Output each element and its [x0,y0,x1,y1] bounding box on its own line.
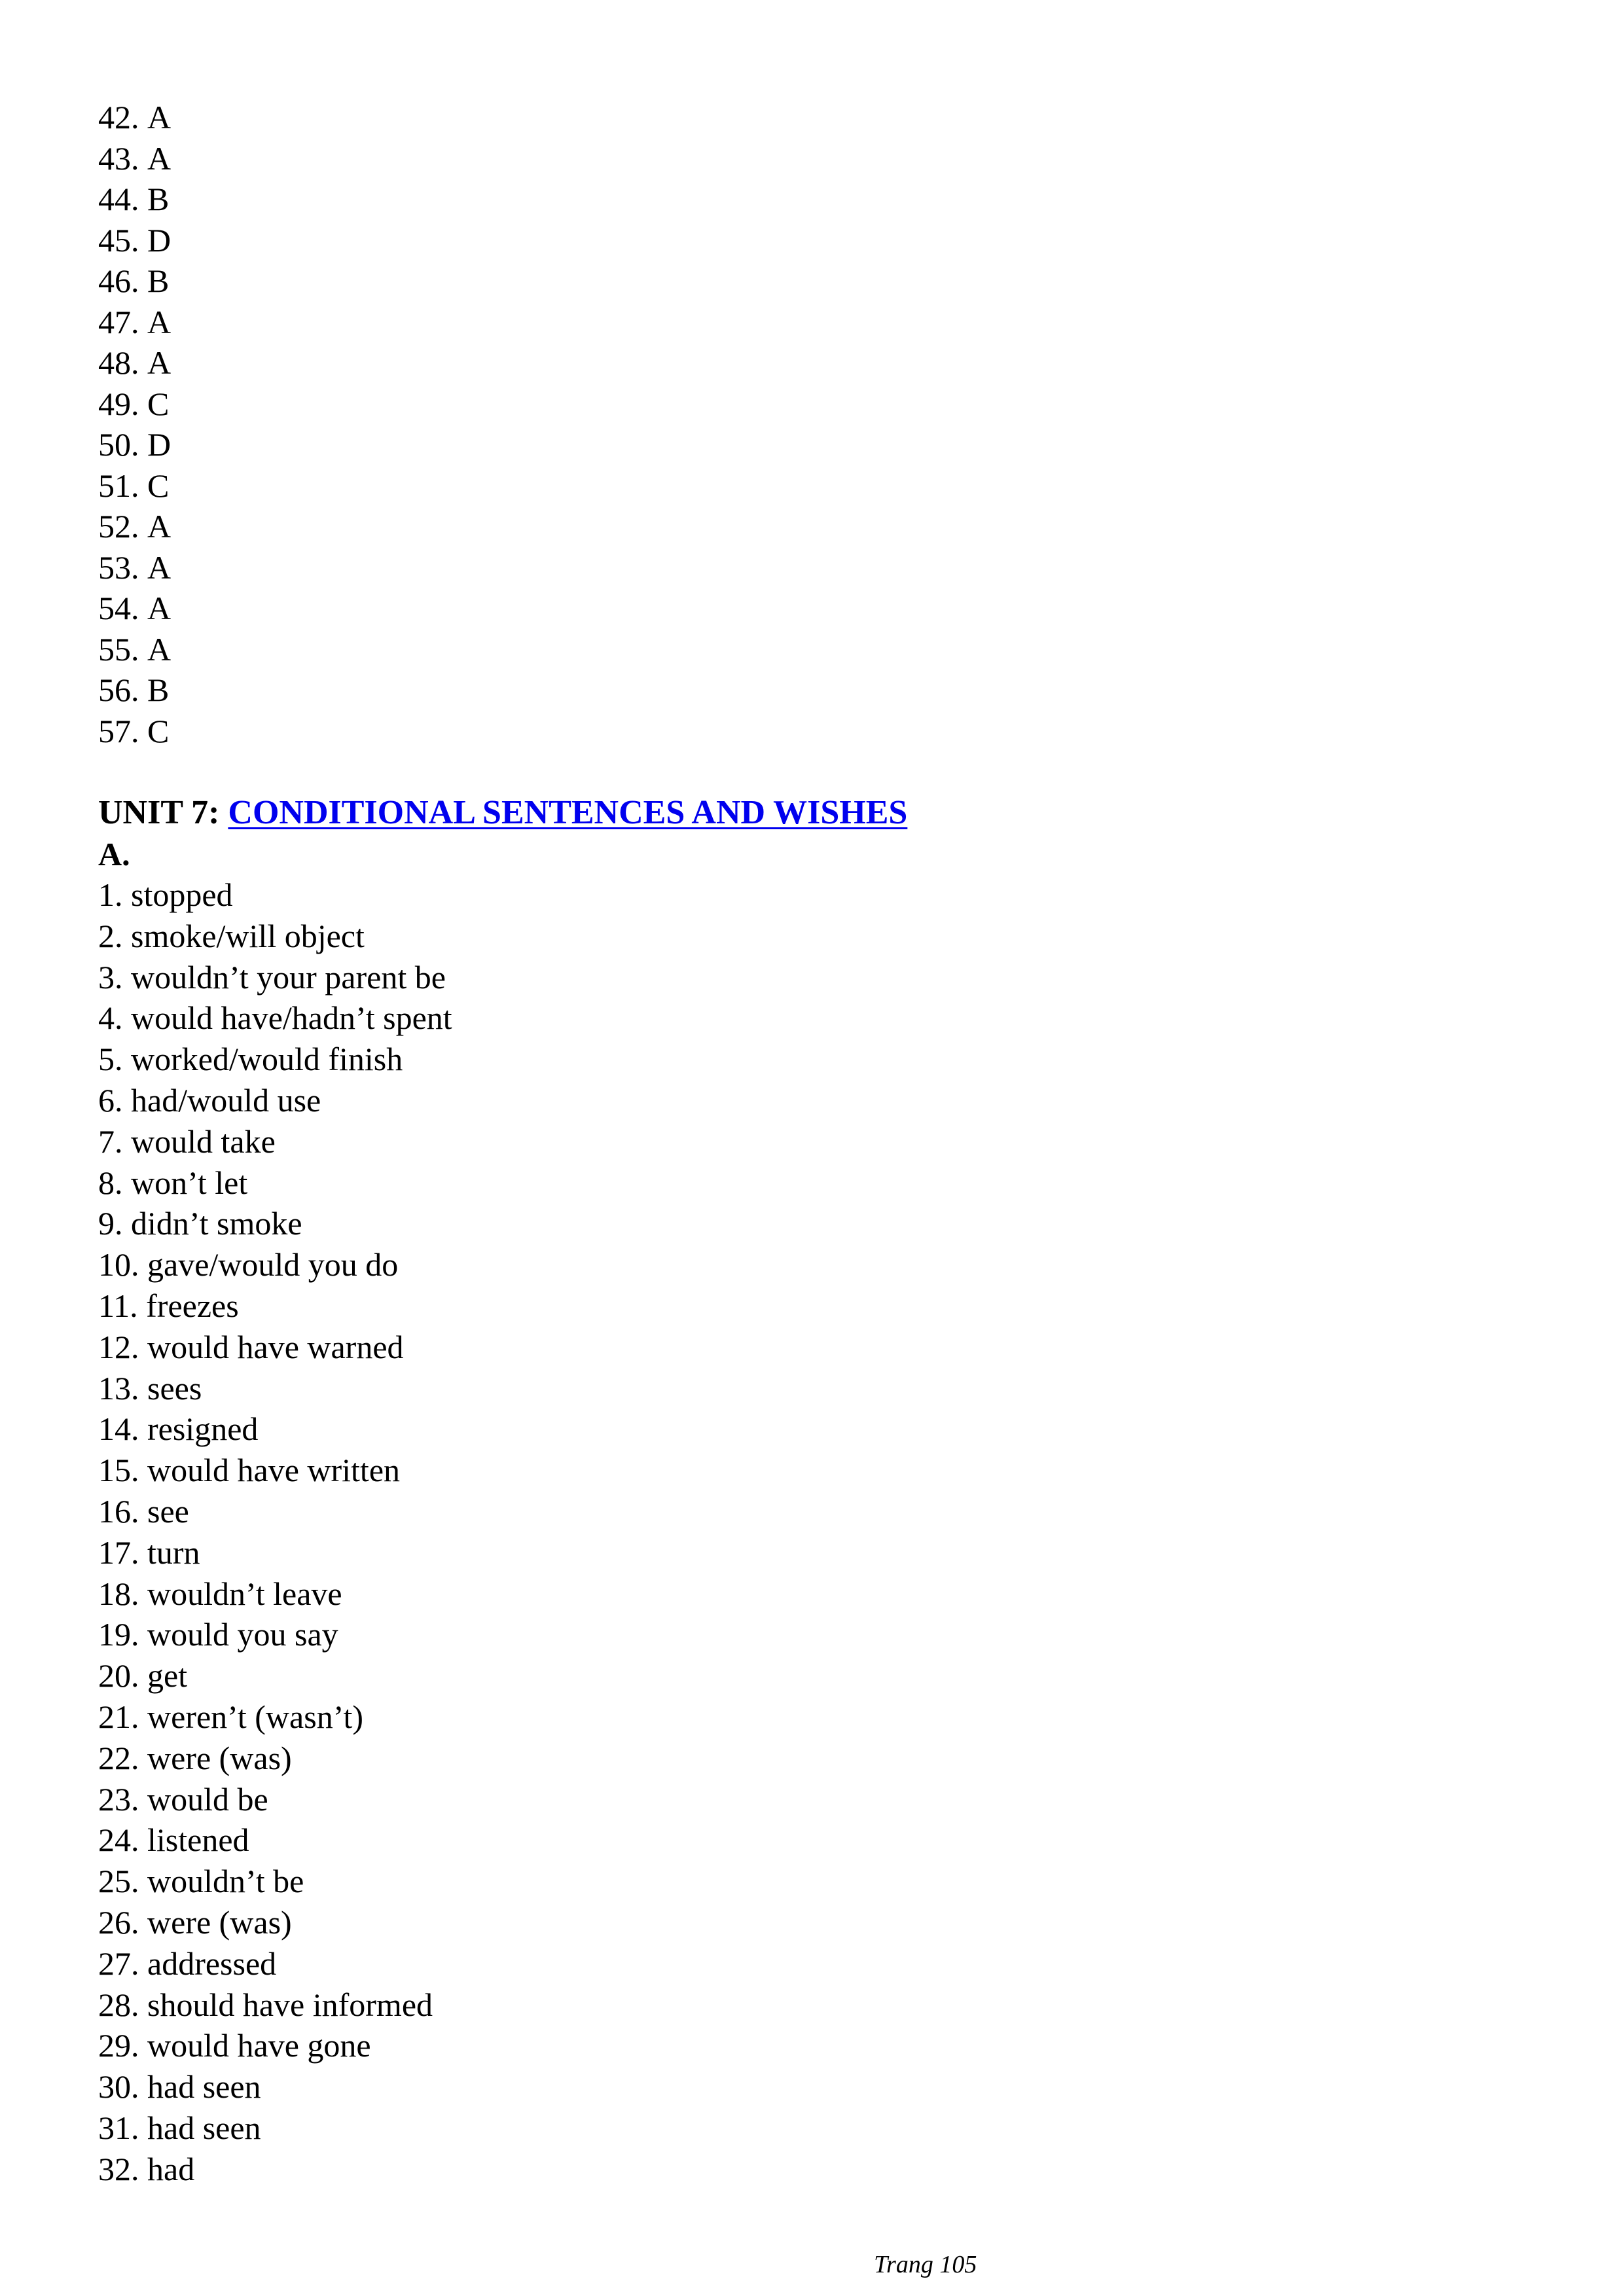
unit-section [98,792,907,2190]
list-item: 46. B [98,262,170,299]
list-item: 6. had/would use [98,1081,321,1119]
list-item: 23. would be [98,1780,268,1818]
unit-title-link[interactable]: CONDITIONAL SENTENCES AND WISHES [228,794,908,831]
list-item: 54. A [98,590,171,626]
answer-list-a [98,874,907,2190]
list-item: 48. A [98,344,171,381]
list-item: 14. resigned [98,1410,259,1448]
list-item: 53. A [98,548,171,586]
list-item: 44. B [98,181,170,217]
list-item: 45. D [98,221,171,259]
unit-heading [98,792,907,834]
list-item: 5. worked/would finish [98,1041,403,1078]
list-item: 21. weren’t (wasn’t) [98,1698,363,1735]
list-item: 10. gave/would you do [98,1246,399,1283]
list-item: 3. wouldn’t your parent be [98,958,446,996]
list-item: 12. would have warned [98,1328,404,1365]
list-item: 22. were (was) [98,1739,292,1776]
list-item: 25. wouldn’t be [98,1863,304,1900]
list-item: 27. addressed [98,1945,277,1982]
list-item: 1. stopped [98,876,233,913]
list-item: 11. freezes [98,1287,239,1324]
list-item: 18. wouldn’t leave [98,1575,342,1612]
list-item: 31. had seen [98,2109,261,2146]
answer-list-top [98,97,171,751]
list-item: 15. would have written [98,1452,401,1489]
list-item: 50. D [98,426,171,463]
list-item: 47. A [98,303,171,340]
list-item: 2. smoke/will object [98,917,365,954]
list-item: 49. C [98,385,170,422]
list-item: 56. B [98,672,170,708]
list-item: 51. C [98,467,170,504]
list-item: 17. turn [98,1534,200,1571]
list-item: 42. A [98,99,171,135]
list-item: 20. get [98,1657,188,1695]
list-item: 16. see [98,1492,189,1530]
list-item: 26. were (was) [98,1903,292,1941]
list-item: 4. would have/hadn’t spent [98,999,452,1037]
list-item: 9. didn’t smoke [98,1205,302,1242]
list-item: 29. would have gone [98,2027,371,2064]
list-item: 55. A [98,630,171,668]
list-item: 19. would you say [98,1616,338,1653]
list-item: 32. had [98,2150,195,2187]
list-item: 13. sees [98,1369,202,1407]
section-label: A. [98,836,130,872]
list-item: 24. listened [98,1821,249,1859]
list-item: 43. A [98,139,171,177]
list-item: 28. should have informed [98,1986,433,2023]
list-item: 30. had seen [98,2068,261,2106]
list-item: 8. won’t let [98,1164,248,1201]
list-item: 52. A [98,508,171,545]
list-item: 7. would take [98,1122,276,1160]
unit-prefix: UNIT 7: [98,794,228,831]
list-item: 57. C [98,712,170,749]
page-number: Trang 105 [874,2251,977,2278]
